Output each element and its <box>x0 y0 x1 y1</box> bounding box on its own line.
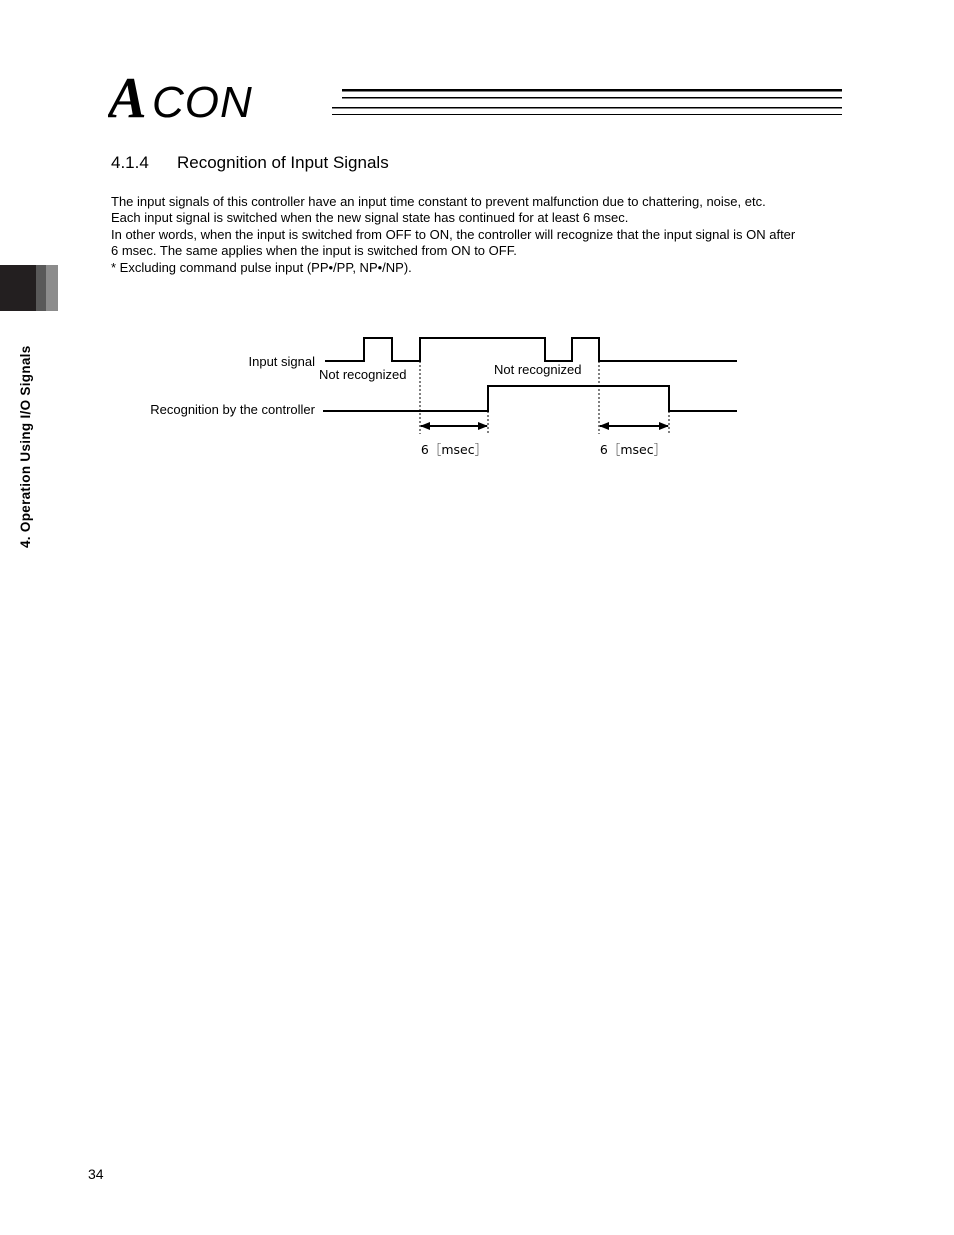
delay-label: 6［msec］ <box>599 442 667 457</box>
body-line: In other words, when the input is switched from OFF to ON, the controller will recognize that the input signal is ON after <box>111 226 796 242</box>
recognition-waveform <box>323 386 737 411</box>
svg-text:CON: CON <box>152 78 253 124</box>
recognition-label: Recognition by the controller <box>150 402 315 417</box>
page-number: 34 <box>88 1166 104 1182</box>
body-line: 6 msec. The same applies when the input is switched from ON to OFF. <box>111 243 517 259</box>
svg-text:A: A <box>108 65 147 124</box>
timing-diagram <box>0 300 954 480</box>
chapter-label: 4. Operation Using I/O Signals <box>18 345 33 548</box>
section-number: 4.1.4 <box>111 153 149 172</box>
acon-logo <box>108 62 848 124</box>
body-line: Each input signal is switched when the new signal state has continued for at least 6 msec. <box>111 210 629 226</box>
not-recognized-label: Not recognized <box>494 362 582 377</box>
delay-label: 6［msec］ <box>420 442 488 457</box>
body-line: The input signals of this controller have an input time constant to prevent malfunction due to chattering, noise, etc. <box>111 194 766 209</box>
input-signal-waveform <box>325 338 737 361</box>
body-text <box>111 194 851 276</box>
section-title: Recognition of Input Signals <box>177 153 389 172</box>
body-line: * Excluding command pulse input (PP•/PP, NP•/NP). <box>111 259 412 275</box>
input-signal-label: Input signal <box>248 354 315 369</box>
section-heading <box>111 153 389 173</box>
not-recognized-label: Not recognized <box>319 367 407 382</box>
